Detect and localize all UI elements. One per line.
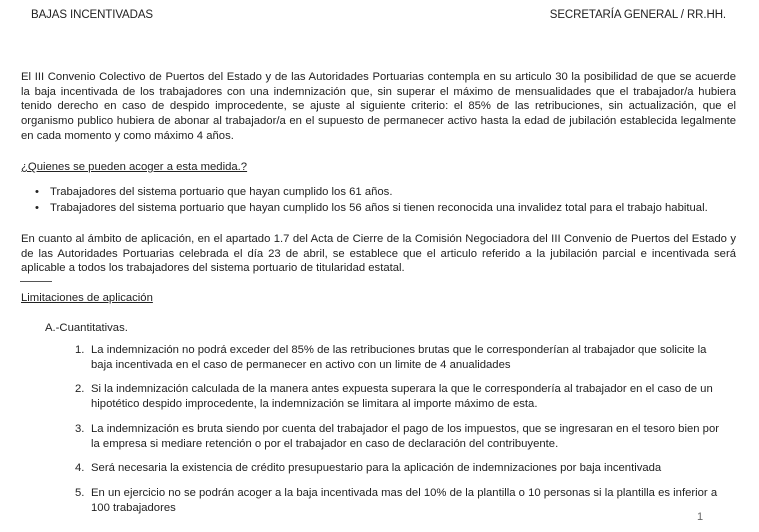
list-item	[70, 461, 730, 476]
list-item	[70, 486, 730, 515]
item-text: Si la indemnización calculada de la manera antes expuesta superara la que le correspondería al trabajador en el caso de un hipotético despido improcedente, la indemnización se limitara al importe máximo de esta.	[91, 383, 713, 411]
list-item: • Trabajadores del sistema portuario que hayan cumplido los 56 años si tienen reconocida una invalidez total para el trabajo habitual.	[33, 201, 733, 216]
item-number: 1.	[75, 344, 85, 356]
page-number: 1	[697, 511, 704, 523]
header-department: SECRETARÍA GENERAL / RR.HH.	[549, 9, 726, 21]
eligibility-list	[33, 185, 733, 216]
limits-list	[70, 343, 730, 525]
item-number: 4.	[75, 462, 85, 475]
item-text: Será necesaria la existencia de crédito presupuestario para la aplicación de indemnizaciones por baja incentivada	[91, 462, 662, 475]
list-item	[70, 382, 730, 411]
quantitative-heading: A.-Cuantitativas.	[45, 322, 128, 334]
list-item: • Trabajadores del sistema portuario que hayan cumplido los 61 años.	[33, 185, 733, 200]
item-text: La indemnización no podrá exceder del 85% de las retribuciones brutas que le corresponderían al trabajador que solicite la baja incentivada en el caso de permanecer en activo con un limite de 4 anualidades	[91, 344, 707, 371]
item-text: La indemnización es bruta siendo por cuenta del trabajador el pago de los impuestos, que se ingresaran en el tesoro bien por la empresa si mediare retención o por el trabajador en caso de declaración del contribuyente.	[91, 422, 720, 450]
item-number: 5.	[75, 486, 85, 499]
item-text: En un ejercicio no se podrán acoger a la baja incentivada mas del 10% de la plantilla o 10 personas si la plantilla es inferior a 100 trabajadores	[91, 486, 718, 514]
limits-heading: Limitaciones de aplicación	[21, 292, 153, 304]
eligibility-heading: ¿Quienes se pueden acoger a esta medida.?	[21, 161, 248, 173]
list-item	[70, 422, 730, 451]
list-item	[70, 343, 730, 372]
pen-mark	[20, 281, 52, 282]
item-number: 3.	[75, 422, 85, 435]
header-title: BAJAS INCENTIVADAS	[31, 9, 153, 21]
scope-paragraph: En cuanto al ámbito de aplicación, en el apartado 1.7 del Acta de Cierre de la Comisión Negociadora del III Convenio de Puertos del Estado y de las Autoridades Portuarias celebrada el día 23 de abril, se establece que el articulo referido a la jubilación parcial e incentivada será aplicable a todos los trabajadores del sistema portuario de titularidad estatal.	[21, 233, 736, 275]
item-number: 2.	[75, 383, 85, 396]
intro-paragraph: El III Convenio Colectivo de Puertos del Estado y de las Autoridades Portuarias contempla en su articulo 30 la posibilidad de que se acuerde la baja incentivada de los trabajadores con una indemnización que, sin superar el máximo de mensualidades que el trabajador/a hubiera tenido derecho en caso de despido improcedente, se ajuste al siguiente criterio: el 85% de las retribuciones, sin actualización, que el organismo publico hubiera de abonar al trabajador/a en el supuesto de permanecer activo hasta la edad de jubilación establecida legalmente en cada momento y como máximo 4 años.	[21, 71, 736, 142]
